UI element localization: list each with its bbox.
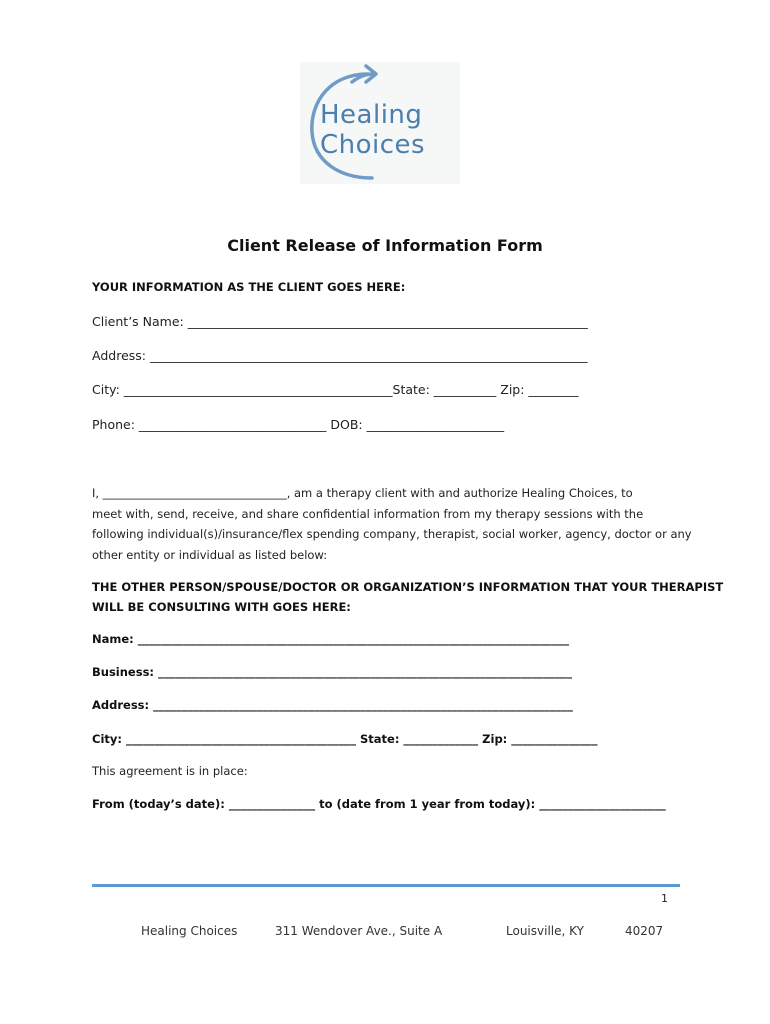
footer-zip: 40207 (625, 924, 664, 938)
footer-divider (92, 884, 680, 887)
client-name-field[interactable]: Client’s Name: ________________________________________________________________ (92, 314, 588, 329)
other-party-heading-line: THE OTHER PERSON/SPOUSE/DOCTOR OR ORGANIZATION’S INFORMATION THAT YOUR THERAPIST (92, 580, 724, 594)
authorization-line[interactable]: I, ________________________________, am a therapy client with and authorize Healing Choices, to (92, 486, 633, 500)
authorization-line: other entity or individual as listed below: (92, 547, 328, 562)
client-city-state-zip-field[interactable]: City: ___________________________________________State: __________ Zip: ________ (92, 382, 579, 397)
footer-address: 311 Wendover Ave., Suite A (275, 924, 443, 938)
footer-org-name: Healing Choices (141, 924, 238, 938)
other-party-section-heading (92, 577, 723, 617)
other-business-field[interactable]: Business: ________________________________________________________________________ (92, 665, 573, 679)
client-address-field[interactable]: Address: ______________________________________________________________________ (92, 348, 588, 363)
logo-word-choices: Choices (320, 130, 426, 160)
page-number: 1 (661, 892, 668, 905)
client-phone-dob-field[interactable]: Phone: ______________________________ DOB: ______________________ (92, 417, 505, 432)
form-title: Client Release of Information Form (227, 236, 543, 255)
client-section-heading: YOUR INFORMATION AS THE CLIENT GOES HERE: (92, 280, 406, 294)
other-city-state-zip-field[interactable]: City: ________________________________________ State: _____________ Zip: _______________ (92, 732, 598, 746)
logo-word-healing: Healing (320, 100, 423, 130)
agreement-dates-field[interactable]: From (today’s date): _______________ to (date from 1 year from today): ______________________ (92, 797, 666, 811)
healing-choices-logo (300, 62, 460, 184)
other-party-heading-line: WILL BE CONSULTING WITH GOES HERE: (92, 600, 351, 614)
authorization-line: following individual(s)/insurance/flex spending company, therapist, social worker, agency, doctor or any (92, 527, 692, 541)
other-address-field[interactable]: Address: _________________________________________________________________________ (92, 698, 573, 712)
authorization-line: meet with, send, receive, and share confidential information from my therapy sessions with the (92, 506, 644, 521)
other-name-field[interactable]: Name: ___________________________________________________________________________ (92, 632, 570, 646)
footer-city: Louisville, KY (506, 924, 584, 938)
agreement-text: This agreement is in place: (92, 764, 248, 778)
authorization-paragraph (92, 483, 692, 565)
